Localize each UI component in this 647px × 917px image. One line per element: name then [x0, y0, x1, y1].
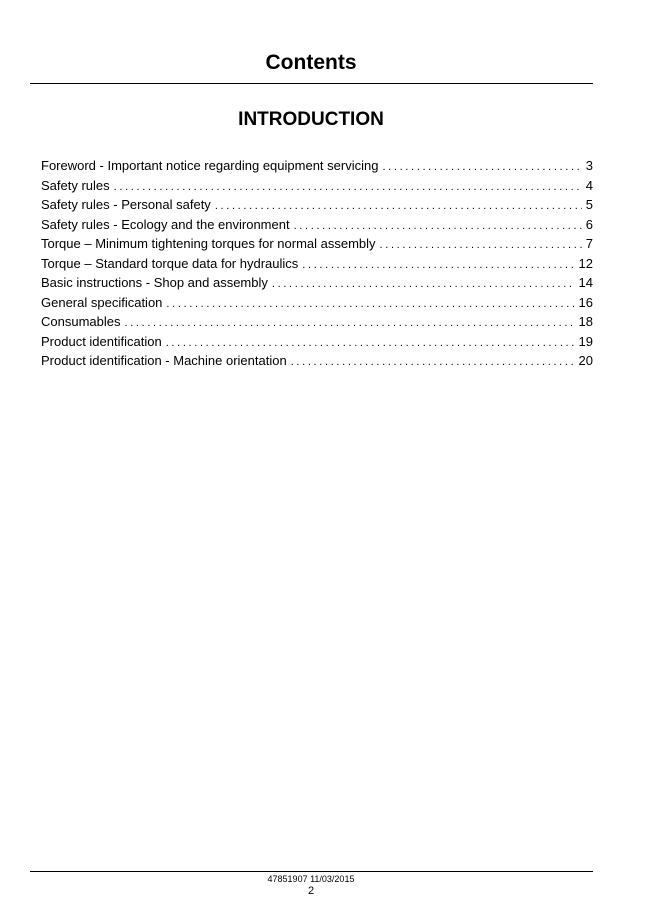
- toc-entry-consumables[interactable]: [41, 312, 593, 332]
- toc-entry-page: 4: [585, 177, 593, 193]
- header-divider: [30, 83, 593, 84]
- toc-entry-general-specification[interactable]: [41, 293, 593, 313]
- footer-document-id: 47851907 11/03/2015: [267, 874, 355, 884]
- toc-entry-page: 3: [585, 158, 593, 173]
- toc-entry-foreword[interactable]: [41, 156, 593, 176]
- toc-entry-page: 5: [585, 197, 593, 212]
- toc-entry-safety-rules[interactable]: [41, 176, 593, 196]
- toc-dot-leader: [125, 314, 575, 334]
- page-title: Contents: [265, 51, 357, 74]
- toc-entry-label: Safety rules: [41, 177, 110, 193]
- toc-entry-page: 19: [578, 333, 593, 349]
- toc-entry-personal-safety[interactable]: [41, 195, 593, 215]
- toc-entry-page: 7: [585, 236, 593, 251]
- toc-entry-label: Consumables: [41, 314, 121, 329]
- toc-entry-page: 18: [578, 314, 593, 329]
- toc-entry-label: Product identification - Machine orientation: [41, 353, 287, 368]
- toc-entry-machine-orientation[interactable]: [41, 351, 593, 371]
- toc-dot-leader: [302, 256, 574, 276]
- toc-entry-label: Foreword - Important notice regarding equipment servicing: [41, 158, 379, 173]
- toc-entry-label: Safety rules - Personal safety: [41, 197, 211, 212]
- footer-page-number: 2: [307, 885, 315, 897]
- table-of-contents: [41, 156, 593, 371]
- toc-entry-label: Torque – Standard torque data for hydraulics: [41, 255, 299, 271]
- toc-entry-label: Basic instructions - Shop and assembly: [41, 275, 268, 290]
- toc-entry-torque-hydraulics[interactable]: [41, 254, 593, 274]
- toc-entry-page: 12: [578, 255, 593, 271]
- toc-entry-label: General specification: [41, 294, 163, 310]
- toc-entry-page: 14: [578, 275, 593, 290]
- footer-divider: [30, 871, 593, 872]
- toc-entry-label: Product identification: [41, 333, 162, 349]
- section-title: INTRODUCTION: [238, 109, 384, 130]
- toc-entry-page: 6: [585, 216, 593, 232]
- toc-entry-basic-instructions[interactable]: [41, 273, 593, 293]
- toc-entry-product-identification[interactable]: [41, 332, 593, 352]
- toc-dot-leader: [166, 295, 574, 315]
- toc-entry-page: 20: [578, 353, 593, 368]
- toc-dot-leader: [380, 236, 582, 256]
- toc-entry-torque-minimum[interactable]: [41, 234, 593, 254]
- toc-dot-leader: [291, 353, 575, 373]
- toc-entry-label: Torque – Minimum tightening torques for normal assembly: [41, 236, 376, 251]
- toc-entry-page: 16: [578, 294, 593, 310]
- toc-dot-leader: [272, 275, 575, 295]
- toc-dot-leader: [382, 158, 581, 178]
- toc-entry-label: Safety rules - Ecology and the environment: [41, 216, 290, 232]
- toc-entry-ecology[interactable]: [41, 215, 593, 235]
